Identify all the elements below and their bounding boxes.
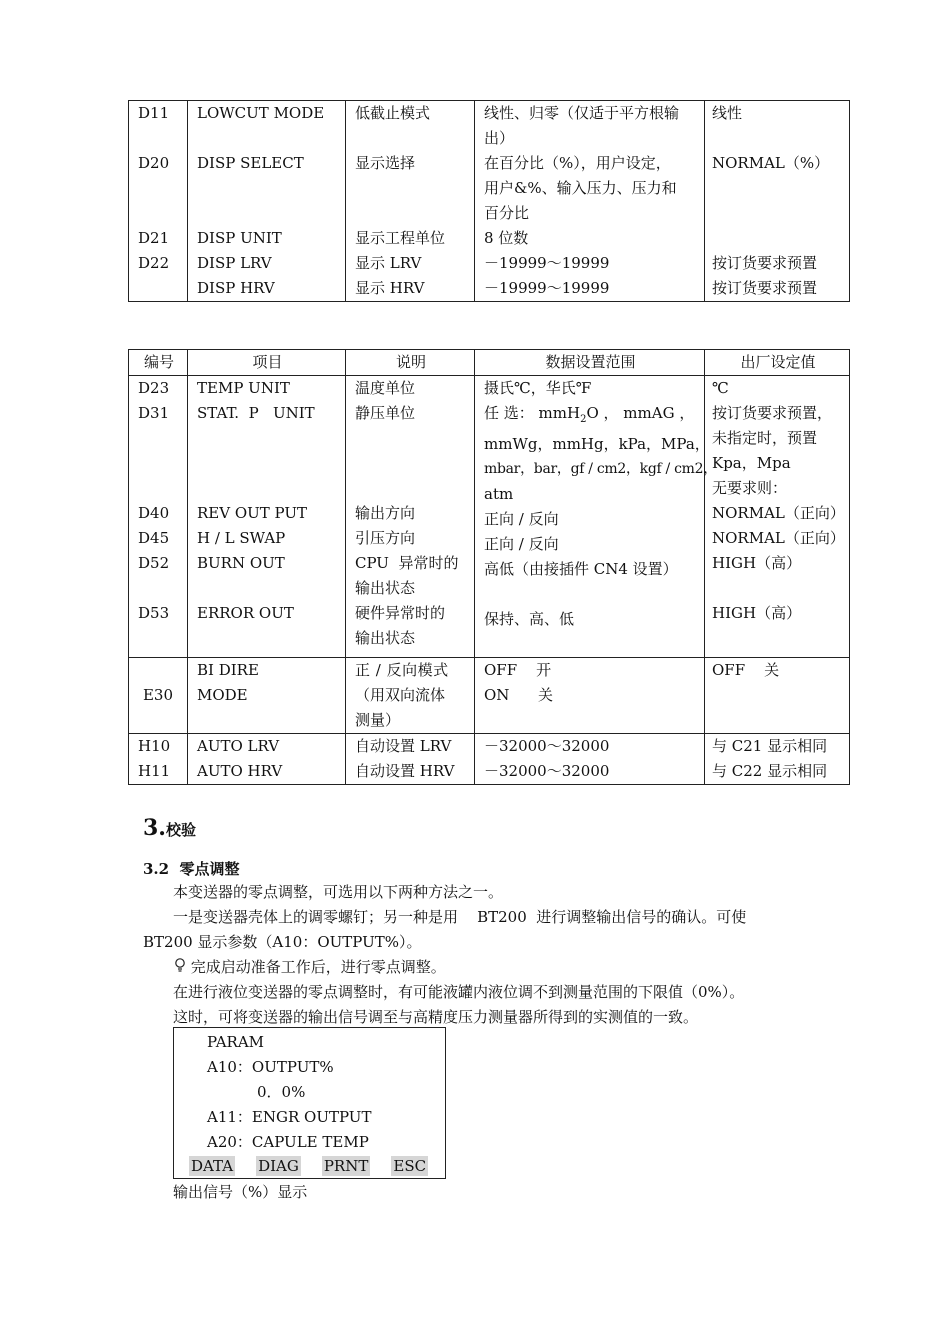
row-desc: 自动设置 LRV <box>355 737 452 755</box>
row-desc: 输出状态 <box>355 579 416 597</box>
row-item: STAT. P UNIT <box>197 404 315 422</box>
paragraph <box>143 955 853 980</box>
row-default: Kpa，Mpa <box>712 454 791 472</box>
row-range: 正向 / 反向 <box>484 535 559 553</box>
row-range: 任 选： mmH$_2$O ， mmAG ， <box>484 404 695 425</box>
row-range: －19999～19999 <box>484 254 610 272</box>
row-range: 用户&%、输入压力、压力和 <box>484 179 677 197</box>
row-default: HIGH（高） <box>712 554 802 572</box>
row-default <box>712 176 842 201</box>
paragraph: 本变送器的零点调整，可选用以下两种方法之一。 <box>173 883 504 901</box>
row-code: E30 <box>129 658 188 734</box>
row-range: 保持、高、低 <box>484 610 575 628</box>
row-range: 高低（由接插件 CN4 设置） <box>484 560 678 578</box>
screen-line: A11：ENGR OUTPUT <box>207 1108 372 1126</box>
row-item: BI DIRE <box>197 661 259 679</box>
header-code: 编号 <box>129 350 188 376</box>
row-item: DISP UNIT <box>197 229 282 247</box>
row-desc: 显示 HRV <box>355 279 425 297</box>
row-range: 正向 / 反向 <box>484 510 559 528</box>
screen-line: A10：OUTPUT% <box>207 1058 334 1076</box>
row-item <box>197 126 338 151</box>
row-default: HIGH（高） <box>712 604 802 622</box>
row-item: DISP LRV <box>197 254 272 272</box>
row-desc: 输出方向 <box>355 504 416 522</box>
row-range: －32000～32000 <box>484 737 610 755</box>
row-item: REV OUT PUT <box>197 504 308 522</box>
row-default <box>712 126 842 151</box>
row-item <box>197 201 338 226</box>
bt200-display <box>173 1027 446 1179</box>
paragraph: 在进行液位变送器的零点调整时，有可能液罐内液位调不到测量范围的下限值（0%）。 <box>173 983 745 1001</box>
figure-caption: 输出信号（%）显示 <box>173 1183 308 1201</box>
row-desc: 静压单位 <box>355 404 416 422</box>
row-range: atm <box>484 485 514 503</box>
row-desc: 测量） <box>355 711 401 729</box>
row-code <box>138 276 180 301</box>
row-item: BURN OUT <box>197 554 285 572</box>
section-heading <box>143 815 196 841</box>
row-code <box>138 126 180 151</box>
softkey-esc[interactable]: ESC <box>393 1157 427 1175</box>
parameter-table-continued <box>128 100 850 302</box>
row-range: 8 位数 <box>484 229 529 247</box>
parameter-table <box>128 349 850 785</box>
row-item: DISP SELECT <box>197 154 304 172</box>
row-range: 出） <box>484 129 515 147</box>
row-default: 按订货要求预置， <box>712 404 833 422</box>
row-item: AUTO LRV <box>197 737 280 755</box>
row-range: ON 关 <box>484 686 554 704</box>
row-code: D22 <box>138 254 170 272</box>
row-desc: 自动设置 HRV <box>355 762 455 780</box>
row-default: NORMAL（正向） <box>712 504 845 522</box>
screen-line: 0．0% <box>257 1083 306 1101</box>
row-range: 在百分比（%），用户设定， <box>484 154 671 172</box>
row-desc: 输出状态 <box>355 629 416 647</box>
row-desc: 显示 LRV <box>355 254 422 272</box>
table-header-row <box>129 350 850 376</box>
row-desc: 温度单位 <box>355 379 416 397</box>
row-item: AUTO HRV <box>197 762 283 780</box>
paragraph: 一是变送器壳体上的调零螺钉；另一种是用 BT200 进行调整输出信号的确认。可使 <box>173 908 747 926</box>
row-range: mbar，bar，gf / cm2，kgf / cm2， <box>484 461 717 477</box>
screen-line: PARAM <box>207 1033 265 1051</box>
row-desc: （用双向流体 <box>355 686 446 704</box>
row-item: MODE <box>197 686 248 704</box>
row-code: H11 <box>138 762 171 780</box>
row-desc <box>355 126 467 151</box>
header-item: 项目 <box>188 350 346 376</box>
row-default: 无要求则： <box>712 479 788 497</box>
row-desc: 低截止模式 <box>355 104 431 122</box>
paragraph-text: 完成启动准备工作后，进行零点调整。 <box>190 958 446 976</box>
paragraph: BT200 显示参数（A10：OUTPUT%）。 <box>143 933 422 951</box>
row-desc <box>355 176 467 201</box>
row-item: TEMP UNIT <box>197 379 290 397</box>
row-range: 百分比 <box>484 204 530 222</box>
row-default: 与 C21 显示相同 <box>712 737 828 755</box>
row-code: H10 <box>138 737 171 755</box>
row-code <box>138 201 180 226</box>
section-number: 3. <box>143 815 166 841</box>
row-default: ℃ <box>712 379 729 397</box>
row-item: H / L SWAP <box>197 529 286 547</box>
row-range: 摄氏℃，华氏℉ <box>484 379 592 397</box>
row-range: 线性、归零（仅适于平方根输 <box>484 104 680 122</box>
row-code <box>138 176 180 201</box>
row-code: D40 <box>138 504 170 522</box>
header-default: 出厂设定值 <box>705 350 850 376</box>
paragraph: 这时，可将变送器的输出信号调至与高精度压力测量器所得到的实测值的一致。 <box>173 1008 699 1026</box>
section-title: 校验 <box>165 821 196 839</box>
row-desc: CPU 异常时的 <box>355 554 459 572</box>
table-row-e30 <box>129 658 850 734</box>
softkey-diag[interactable]: DIAG <box>258 1157 299 1175</box>
row-default: NORMAL（正向） <box>712 529 845 547</box>
row-default: 线性 <box>712 104 743 122</box>
row-item <box>197 176 338 201</box>
row-default: 与 C22 显示相同 <box>712 762 828 780</box>
subsection-heading: 3.2 零点调整 <box>143 860 240 878</box>
header-range: 数据设置范围 <box>475 350 705 376</box>
row-default: 按订货要求预置 <box>712 254 818 272</box>
header-desc: 说明 <box>346 350 475 376</box>
row-default: NORMAL（%） <box>712 154 830 172</box>
table-row <box>129 376 850 658</box>
bulb-icon <box>173 955 186 980</box>
row-desc <box>355 201 467 226</box>
softkey-data[interactable]: DATA <box>191 1157 234 1175</box>
row-desc: 正 / 反向模式 <box>355 661 449 679</box>
row-default: 按订货要求预置 <box>712 279 818 297</box>
row-code: D45 <box>138 529 170 547</box>
row-code: D52 <box>138 554 170 572</box>
softkey-prnt[interactable]: PRNT <box>323 1157 369 1175</box>
row-default <box>712 226 842 251</box>
row-code: D53 <box>138 604 170 622</box>
row-item: ERROR OUT <box>197 604 294 622</box>
row-item: LOWCUT MODE <box>197 104 325 122</box>
row-default <box>712 201 842 226</box>
table-row-h <box>129 734 850 785</box>
row-item: DISP HRV <box>197 279 275 297</box>
row-range: －32000～32000 <box>484 762 610 780</box>
row-code: D23 <box>138 379 170 397</box>
row-desc: 硬件异常时的 <box>355 604 446 622</box>
row-desc: 引压方向 <box>355 529 416 547</box>
row-desc: 显示选择 <box>355 154 416 172</box>
row-code: D21 <box>138 229 170 247</box>
row-desc: 显示工程单位 <box>355 229 446 247</box>
row-code: D31 <box>138 404 170 422</box>
row-code: D11 <box>138 104 170 122</box>
screen-line: A20：CAPULE TEMP <box>207 1133 369 1151</box>
softkey-bar <box>189 1156 449 1176</box>
table-row <box>129 101 850 302</box>
row-range: －19999～19999 <box>484 279 610 297</box>
row-range: mmWg，mmHg，kPa，MPa， <box>484 435 710 453</box>
row-range: OFF 开 <box>484 661 552 679</box>
row-code: D20 <box>138 154 170 172</box>
row-default: 未指定时，预置 <box>712 429 818 447</box>
row-default: OFF 关 <box>705 658 850 734</box>
